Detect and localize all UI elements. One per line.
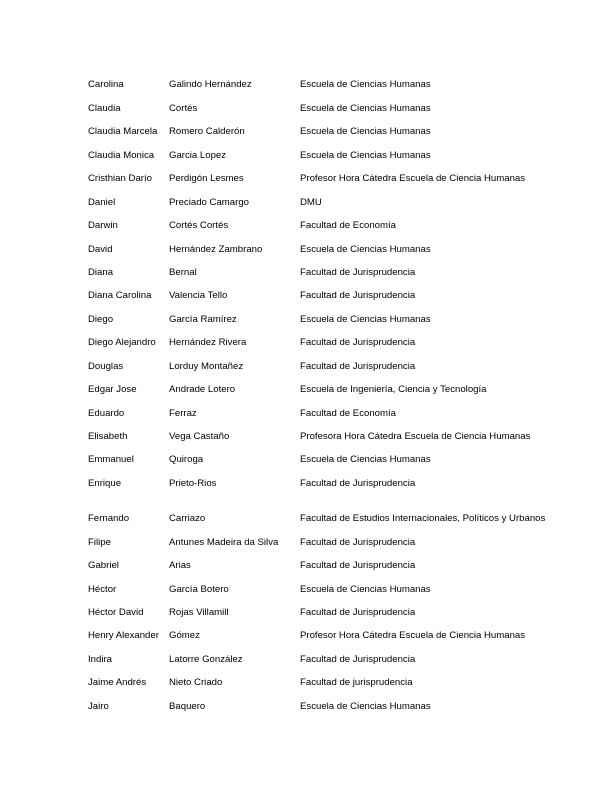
first-name-cell: Emmanuel <box>88 454 134 466</box>
people-table <box>88 68 568 713</box>
first-name-cell: Jaime Andrés <box>88 677 147 689</box>
last-name-cell: Hernández Rivera <box>169 337 247 349</box>
last-name-cell: Hernández Zambrano <box>169 243 263 255</box>
first-name-cell: Jairo <box>88 700 109 712</box>
unit-cell: Facultad de Jurisprudencia <box>300 653 416 665</box>
last-name-cell: Gómez <box>169 630 200 642</box>
last-name-cell: Arias <box>169 560 191 572</box>
last-name-cell: Romero Calderón <box>169 126 245 138</box>
first-name-cell: Diego Alejandro <box>88 337 156 349</box>
table-row <box>88 185 568 208</box>
first-name-cell: Indira <box>88 653 112 665</box>
last-name-cell: Garcia Lopez <box>169 149 227 161</box>
last-name-cell: Bernal <box>169 266 197 278</box>
unit-cell: Facultad de Jurisprudencia <box>300 360 416 372</box>
first-name-cell: Carolina <box>88 79 124 91</box>
unit-cell: Profesora Hora Cátedra Escuela de Ciencia Humanas <box>300 431 531 442</box>
first-name-cell: Gabriel <box>88 560 119 572</box>
unit-cell: Escuela de Ciencias Humanas <box>300 102 431 114</box>
first-name-cell: Claudia <box>88 102 121 114</box>
last-name-cell: Quiroga <box>169 454 204 466</box>
unit-cell: Facultad de Jurisprudencia <box>300 536 416 548</box>
last-name-cell: Ferraz <box>169 407 197 419</box>
table-row <box>88 349 568 372</box>
table-row <box>88 525 568 548</box>
table-row <box>88 279 568 302</box>
last-name-cell: Baquero <box>169 700 206 712</box>
last-name-cell: García Botero <box>169 583 229 595</box>
first-name-cell: Elisabeth <box>88 431 128 442</box>
table-row <box>88 619 568 642</box>
first-name-cell: Filipe <box>88 536 111 548</box>
first-name-cell: Eduardo <box>88 407 125 419</box>
first-name-cell: Claudia Monica <box>88 149 155 161</box>
table-row <box>88 162 568 185</box>
first-name-cell: Diana <box>88 266 114 278</box>
last-name-cell: Andrade Lotero <box>169 384 236 396</box>
table-row <box>88 549 568 572</box>
unit-cell: Facultad de Jurisprudencia <box>300 477 416 489</box>
last-name-cell: Cortés Cortés <box>169 220 229 232</box>
first-name-cell: Darwin <box>88 220 118 232</box>
table-row <box>88 232 568 255</box>
first-name-cell: Héctor David <box>88 607 144 619</box>
table-row <box>88 689 568 712</box>
unit-cell: Escuela de Ciencias Humanas <box>300 243 431 255</box>
table-row <box>88 209 568 232</box>
last-name-cell: Vega Castaño <box>169 431 230 442</box>
unit-cell: Escuela de Ciencias Humanas <box>300 79 431 91</box>
unit-cell: DMU <box>300 196 322 208</box>
first-name-cell: Enrique <box>88 477 122 489</box>
table-row <box>88 572 568 595</box>
unit-cell: Escuela de Ciencias Humanas <box>300 313 431 325</box>
unit-cell: Escuela de Ciencias Humanas <box>300 149 431 161</box>
first-name-cell: Edgar Jose <box>88 384 137 396</box>
unit-cell: Escuela de Ciencias Humanas <box>300 700 431 712</box>
unit-cell: Escuela de Ingeniería, Ciencia y Tecnología <box>300 384 487 396</box>
last-name-cell: García Ramírez <box>169 313 237 325</box>
table-row <box>88 115 568 138</box>
unit-cell: Facultad de Jurisprudencia <box>300 290 416 302</box>
last-name-cell: Galindo Hernández <box>169 79 252 91</box>
first-name-cell: Diana Carolina <box>88 290 152 302</box>
last-name-cell: Nieto Criado <box>169 677 223 689</box>
last-name-cell: Lorduy Montañez <box>169 360 244 372</box>
last-name-cell: Valencia Tello <box>169 290 228 302</box>
first-name-cell: Héctor <box>88 583 117 595</box>
table-row <box>88 256 568 279</box>
last-name-cell: Prieto-Rios <box>169 477 217 489</box>
table-row <box>88 420 568 443</box>
first-name-cell: Cristhian Darío <box>88 173 152 185</box>
unit-cell: Facultad de Estudios Internacionales, Políticos y Urbanos <box>300 513 546 525</box>
last-name-cell: Latorre González <box>169 653 243 665</box>
unit-cell: Escuela de Ciencias Humanas <box>300 454 431 466</box>
unit-cell: Facultad de Jurisprudencia <box>300 337 416 349</box>
table-row <box>88 443 568 466</box>
last-name-cell: Perdigón Lesmes <box>169 173 244 185</box>
table-row <box>88 596 568 619</box>
table-row <box>88 466 568 489</box>
table-row <box>88 302 568 325</box>
unit-cell: Profesor Hora Cátedra Escuela de Ciencia Humanas <box>300 173 526 185</box>
table-row <box>88 396 568 419</box>
table-row <box>88 326 568 349</box>
table-row <box>88 138 568 161</box>
last-name-cell: Cortés <box>169 102 198 114</box>
first-name-cell: Henry Alexander <box>88 630 159 642</box>
unit-cell: Profesor Hora Cátedra Escuela de Ciencia Humanas <box>300 630 526 642</box>
table-row <box>88 68 568 91</box>
last-name-cell: Rojas Villamill <box>169 607 229 619</box>
first-name-cell: Fernando <box>88 513 130 525</box>
first-name-cell: Claudia Marcela <box>88 126 158 138</box>
table-row <box>88 642 568 665</box>
first-name-cell: David <box>88 243 113 255</box>
first-name-cell: Daniel <box>88 196 116 208</box>
last-name-cell: Preciado Camargo <box>169 196 249 208</box>
last-name-cell: Carriazo <box>169 513 206 525</box>
table-row <box>88 91 568 114</box>
unit-cell: Facultad de Jurisprudencia <box>300 266 416 278</box>
unit-cell: Facultad de Jurisprudencia <box>300 560 416 572</box>
unit-cell: Escuela de Ciencias Humanas <box>300 126 431 138</box>
unit-cell: Facultad de Economía <box>300 220 396 232</box>
table-row <box>88 666 568 689</box>
table-row <box>88 373 568 396</box>
first-name-cell: Diego <box>88 313 114 325</box>
unit-cell: Facultad de Jurisprudencia <box>300 607 416 619</box>
first-name-cell: Douglas <box>88 360 124 372</box>
last-name-cell: Antunes Madeira da Silva <box>169 536 279 548</box>
unit-cell: Facultad de jurisprudencia <box>300 677 413 689</box>
unit-cell: Facultad de Economía <box>300 407 396 419</box>
table-row <box>88 490 568 525</box>
unit-cell: Escuela de Ciencias Humanas <box>300 583 431 595</box>
